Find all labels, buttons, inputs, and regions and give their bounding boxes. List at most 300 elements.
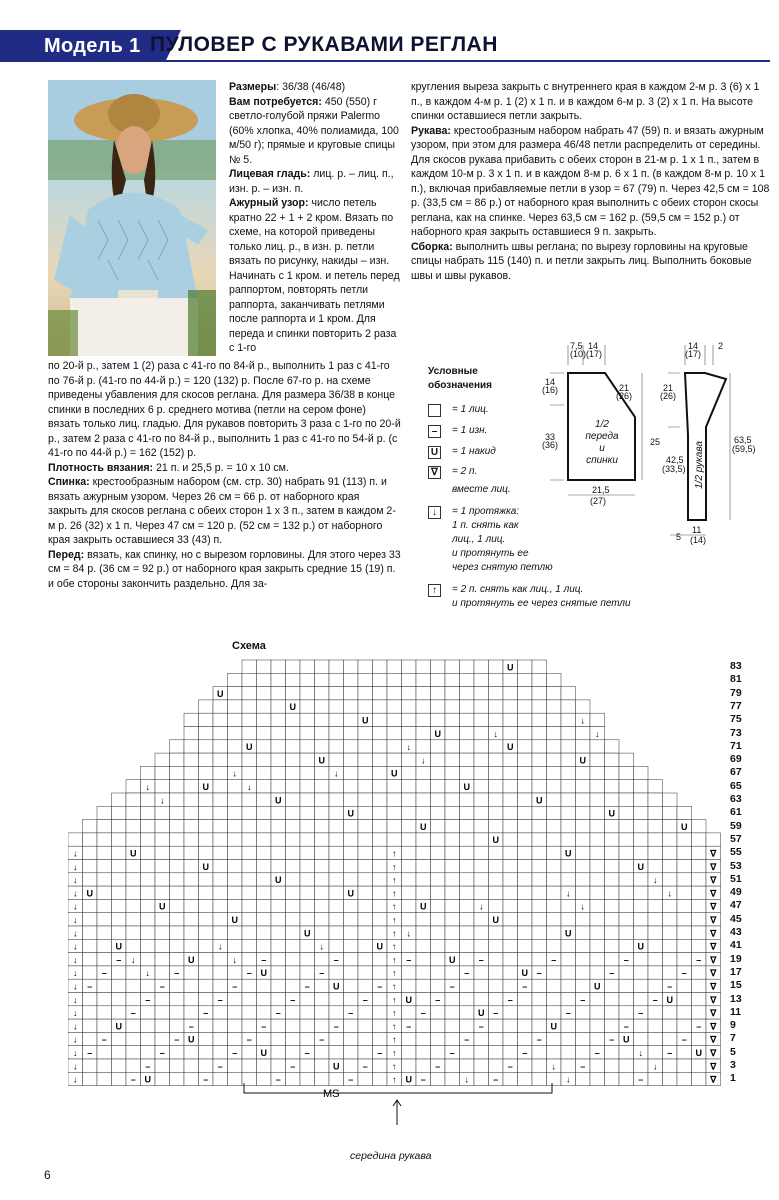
chart-cell [648, 1006, 663, 1019]
chart-cell [126, 939, 141, 952]
chart-cell [184, 926, 199, 939]
chart-symbol: U [202, 861, 209, 872]
chart-cell [257, 687, 272, 700]
chart-cell [373, 833, 388, 846]
chart-cell [590, 993, 605, 1006]
chart-cell [532, 1059, 547, 1072]
chart-cell [213, 873, 228, 886]
chart-cell [112, 913, 127, 926]
chart-symbol: ↓ [493, 728, 498, 739]
chart-cell [518, 820, 533, 833]
assembly-label: Сборка: [411, 240, 453, 253]
chart-cell [329, 966, 344, 979]
chart-cell [286, 873, 301, 886]
chart-symbol: ↓ [73, 1034, 78, 1045]
chart-cell [416, 953, 431, 966]
chart-cell [619, 979, 634, 992]
chart-cell [576, 793, 591, 806]
chart-cell [445, 806, 460, 819]
chart-cell [184, 780, 199, 793]
chart-cell [547, 780, 562, 793]
chart-symbol: – [536, 1034, 542, 1045]
row-number: 81 [730, 673, 742, 686]
chart-cell [257, 766, 272, 779]
chart-cell [344, 873, 359, 886]
chart-cell [141, 1032, 156, 1045]
chart-cell [532, 806, 547, 819]
chart-symbol: U [289, 702, 296, 713]
chart-cell [242, 687, 257, 700]
chart-cell [213, 713, 228, 726]
chart-symbol: – [681, 968, 687, 979]
chart-cell [518, 913, 533, 926]
chart-symbol: ∇ [710, 968, 717, 979]
chart-cell [344, 899, 359, 912]
chart-cell [315, 873, 330, 886]
chart-cell [257, 846, 272, 859]
chart-cell [431, 673, 446, 686]
chart-cell [242, 833, 257, 846]
chart-cell [445, 740, 460, 753]
chart-symbol: – [275, 1074, 281, 1085]
chart-cell [518, 806, 533, 819]
chart-cell [300, 953, 315, 966]
chart-cell [518, 766, 533, 779]
chart-cell [83, 1059, 98, 1072]
chart-cell [474, 713, 489, 726]
chart-cell [358, 660, 373, 673]
chart-cell [402, 793, 417, 806]
chart-cell [300, 846, 315, 859]
chart-cell [590, 913, 605, 926]
chart-cell [561, 1019, 576, 1032]
chart-cell [619, 913, 634, 926]
chart-symbol: – [493, 1008, 499, 1019]
chart-cell [257, 713, 272, 726]
chart-cell [315, 993, 330, 1006]
chart-cell [561, 966, 576, 979]
chart-cell [97, 1059, 112, 1072]
chart-cell [445, 993, 460, 1006]
chart-cell [184, 1006, 199, 1019]
chart-cell [199, 1019, 214, 1032]
chart-cell [257, 939, 272, 952]
chart-cell [648, 1032, 663, 1045]
chart-cell [184, 727, 199, 740]
chart-cell [605, 886, 620, 899]
chart-cell [532, 1072, 547, 1085]
chart-cell [634, 979, 649, 992]
chart-cell [692, 966, 707, 979]
chart-cell [228, 1032, 243, 1045]
chart-symbol: ↓ [464, 1074, 469, 1085]
chart-symbol: ∇ [710, 994, 717, 1005]
page-number: 6 [44, 1168, 51, 1182]
chart-cell [474, 939, 489, 952]
chart-symbol: U [478, 1008, 485, 1019]
chart-symbol: ↓ [566, 888, 571, 899]
chart-cell [286, 740, 301, 753]
dim-side: 33 [545, 432, 556, 442]
chart-cell [402, 753, 417, 766]
chart-cell [83, 820, 98, 833]
row-number: 65 [730, 779, 742, 792]
chart-cell [228, 793, 243, 806]
chart-cell [184, 979, 199, 992]
chart-cell [83, 993, 98, 1006]
chart-symbol: U [347, 888, 354, 899]
chart-cell [532, 1019, 547, 1032]
chart-cell [619, 1059, 634, 1072]
chart-cell [416, 926, 431, 939]
chart-cell [590, 966, 605, 979]
chart-cell [112, 846, 127, 859]
chart-cell [460, 793, 475, 806]
chart-cell [213, 966, 228, 979]
chart-cell [228, 753, 243, 766]
chart-cell [532, 873, 547, 886]
chart-cell [532, 727, 547, 740]
chart-cell [445, 727, 460, 740]
row-number: 45 [730, 912, 742, 925]
chart-cell [576, 886, 591, 899]
chart-cell [242, 793, 257, 806]
dim-sleeve-lower: 42,5 [666, 455, 684, 465]
chart-cell [83, 926, 98, 939]
chart-cell [402, 687, 417, 700]
chart-cell [474, 1032, 489, 1045]
chart-cell [416, 1019, 431, 1032]
chart-cell [373, 966, 388, 979]
chart-cell [503, 860, 518, 873]
chart-cell [286, 820, 301, 833]
chart-cell [83, 1019, 98, 1032]
chart-cell [83, 939, 98, 952]
chart-cell [199, 753, 214, 766]
chart-cell [126, 806, 141, 819]
chart-cell [358, 687, 373, 700]
chart-cell [199, 793, 214, 806]
row-number: 13 [730, 992, 742, 1005]
chart-cell [489, 899, 504, 912]
chart-symbol: – [449, 1048, 455, 1058]
chart-cell [112, 820, 127, 833]
chart-cell [228, 873, 243, 886]
chart-cell [199, 886, 214, 899]
chart-cell [416, 780, 431, 793]
chart-cell [286, 953, 301, 966]
chart-cell [634, 913, 649, 926]
dim-sleeve-total: 63,5 [734, 435, 752, 445]
chart-cell [199, 1046, 214, 1059]
chart-cell [605, 979, 620, 992]
chart-cell [257, 993, 272, 1006]
back-label: Спинка: [48, 476, 90, 488]
chart-cell [97, 926, 112, 939]
chart-symbol: ↓ [73, 888, 78, 899]
chart-symbol: U [188, 954, 195, 965]
chart-cell [83, 833, 98, 846]
chart-cell [126, 1059, 141, 1072]
chart-cell [315, 713, 330, 726]
chart-cell [199, 727, 214, 740]
chart-cell [300, 966, 315, 979]
chart-cell [329, 713, 344, 726]
chart-symbol: U [695, 1048, 702, 1058]
chart-cell [547, 753, 562, 766]
chart-cell [576, 966, 591, 979]
chart-cell [532, 660, 547, 673]
chart-symbol: ↓ [73, 875, 78, 886]
chart-cell [474, 687, 489, 700]
chart-cell [590, 926, 605, 939]
chart-cell [634, 833, 649, 846]
chart-cell [460, 820, 475, 833]
chart-cell [489, 687, 504, 700]
chart-cell [474, 820, 489, 833]
chart-symbol: – [217, 1061, 223, 1072]
chart-cell [431, 899, 446, 912]
chart-cell [489, 1046, 504, 1059]
chart-symbol: ↓ [551, 1061, 556, 1072]
row-number: 75 [730, 713, 742, 726]
chart-symbol: ↓ [73, 1048, 78, 1058]
chart-cell [547, 886, 562, 899]
chart-cell [474, 727, 489, 740]
dim-left-top-sub: (16) [542, 385, 559, 395]
chart-cell [663, 899, 678, 912]
chart-cell [199, 740, 214, 753]
chart-cell [619, 886, 634, 899]
chart-symbol: ∇ [710, 1061, 717, 1072]
chart-cell [590, 1059, 605, 1072]
chart-cell [416, 713, 431, 726]
chart-cell [402, 899, 417, 912]
model-photo [48, 80, 216, 356]
chart-cell [344, 846, 359, 859]
chart-cell [387, 753, 402, 766]
chart-cell [242, 660, 257, 673]
chart-cell [83, 966, 98, 979]
chart-cell [286, 979, 301, 992]
chart-cell [431, 926, 446, 939]
chart-cell [561, 700, 576, 713]
chart-cell [663, 873, 678, 886]
chart-cell [460, 740, 475, 753]
chart-cell [431, 939, 446, 952]
dim-top-mid: 14 [588, 341, 599, 351]
chart-symbol: – [522, 981, 528, 992]
chart-cell [518, 713, 533, 726]
chart-cell [605, 939, 620, 952]
chart-cell [271, 700, 286, 713]
chart-cell [155, 939, 170, 952]
chart-cell [474, 780, 489, 793]
chart-cell [286, 753, 301, 766]
chart-cell [431, 913, 446, 926]
row-number: 11 [730, 1005, 742, 1018]
chart-cell [387, 833, 402, 846]
chart-cell [373, 740, 388, 753]
chart-cell [373, 673, 388, 686]
chart-cell [445, 780, 460, 793]
chart-cell [503, 833, 518, 846]
chart-cell [445, 673, 460, 686]
chart-cell [605, 780, 620, 793]
chart-cell [344, 1046, 359, 1059]
chart-cell [547, 873, 562, 886]
chart-cell [184, 713, 199, 726]
chart-cell [242, 873, 257, 886]
chart-cell [402, 766, 417, 779]
chart-cell [97, 873, 112, 886]
chart-cell [663, 1006, 678, 1019]
chart-cell [97, 913, 112, 926]
chart-cell [228, 993, 243, 1006]
chart-cell [677, 860, 692, 873]
chart-symbol: ↑ [392, 994, 397, 1005]
dim-sleeve-top-mid: 14 [688, 341, 699, 351]
chart-cell [576, 1019, 591, 1032]
chart-cell [286, 1046, 301, 1059]
chart-symbol: – [623, 954, 629, 965]
chart-cell [213, 753, 228, 766]
chart-cell [561, 753, 576, 766]
chart-cell [257, 860, 272, 873]
chart-cell [97, 1046, 112, 1059]
chart-cell [634, 780, 649, 793]
chart-cell [329, 806, 344, 819]
chart-cell [329, 673, 344, 686]
chart-cell [474, 806, 489, 819]
chart-cell [170, 926, 185, 939]
chart-cell [271, 1059, 286, 1072]
chart-cell [402, 966, 417, 979]
chart-symbol: ↓ [73, 928, 78, 939]
chart-cell [460, 700, 475, 713]
chart-cell [605, 1019, 620, 1032]
chart-cell [416, 846, 431, 859]
chart-cell [170, 1019, 185, 1032]
chart-cell [663, 860, 678, 873]
chart-symbol: – [667, 981, 673, 992]
chart-symbol: U [347, 808, 354, 819]
chart-cell [141, 766, 156, 779]
chart-cell [576, 926, 591, 939]
sleeves-value: крестообразным набором набрать 47 (59) п. и вязать ажурным узором, при этом для размера 46/48 петли распределить от середины. Для скосов рукава прибавить с обеих сторон в 21-м р. 1 х 1 п., затем в каждом 10-м р. 3 х 1 п. и в каждом 8-м р. 6 х 1 п. (в каждом 8-м р. 10 х 1 п.), включая прибавляемые петли в узор = 67 (79) п. Через 42,5 см = 108 р. (33,5 см = 86 р.) от наборного края выполнить с обеих сторон скосы реглана, как на спинке. Через 63,5 см = 162 р. (59,5 см = 152 р.) от наборного края закрыть оставшиеся 9 п. закрыть. [411, 124, 770, 238]
chart-cell [648, 860, 663, 873]
chart-cell [344, 780, 359, 793]
chart-cell [257, 793, 272, 806]
chart-cell [474, 926, 489, 939]
chart-cell [97, 1006, 112, 1019]
chart-cell [344, 740, 359, 753]
chart-cell [329, 1072, 344, 1085]
chart-symbol: U [507, 662, 514, 673]
assembly-value: выполнить швы реглана; по вырезу горловины на круговые спицы набрать 115 (140) п. и петли закрыть лиц. Выполнить боковые швы и швы рукавов. [411, 240, 752, 282]
chart-cell [242, 899, 257, 912]
chart-cell [83, 846, 98, 859]
chart-cell [242, 673, 257, 686]
chart-cell [286, 939, 301, 952]
chart-cell [503, 766, 518, 779]
chart-symbol: U [565, 928, 572, 939]
chart-cell [663, 913, 678, 926]
chart-cell [315, 913, 330, 926]
chart-cell [663, 846, 678, 859]
chart-cell [257, 886, 272, 899]
chart-cell [184, 1072, 199, 1085]
chart-cell [300, 793, 315, 806]
chart-cell [257, 833, 272, 846]
chart-cell [170, 820, 185, 833]
chart-cell [126, 1046, 141, 1059]
chart-cell [242, 766, 257, 779]
chart-symbol: – [638, 1008, 644, 1019]
chart-cell [228, 899, 243, 912]
chart-cell [590, 860, 605, 873]
chart-cell [605, 846, 620, 859]
chart-cell [344, 926, 359, 939]
chart-cell [358, 860, 373, 873]
chart-symbol: – [522, 1048, 528, 1058]
chart-cell [576, 913, 591, 926]
chart-cell [416, 860, 431, 873]
chart-cell [213, 820, 228, 833]
chart-cell [242, 926, 257, 939]
chart-cell [590, 873, 605, 886]
chart-cell [300, 1059, 315, 1072]
chart-cell [300, 753, 315, 766]
chart-cell [358, 899, 373, 912]
chart-cell [358, 1072, 373, 1085]
chart-symbol: ↓ [580, 715, 585, 726]
chart-cell [445, 899, 460, 912]
chart-cell [83, 953, 98, 966]
chart-cell [300, 939, 315, 952]
chart-cell [547, 806, 562, 819]
chart-cell [329, 1006, 344, 1019]
chart-cell [416, 700, 431, 713]
front-label: Перед: [48, 548, 85, 561]
chart-cell [184, 833, 199, 846]
chart-cell [503, 926, 518, 939]
chart-cell [663, 1072, 678, 1085]
chart-cell [474, 979, 489, 992]
chart-cell [373, 873, 388, 886]
chart-symbol: ∇ [710, 915, 717, 925]
chart-title: Схема [232, 640, 266, 652]
chart-cell [271, 673, 286, 686]
chart-cell [503, 1046, 518, 1059]
chart-cell [460, 860, 475, 873]
chart-cell [474, 913, 489, 926]
chart-cell [373, 713, 388, 726]
chart-symbol: ∇ [710, 981, 717, 992]
row-number: 71 [730, 739, 742, 752]
chart-cell [126, 993, 141, 1006]
chart-cell [271, 753, 286, 766]
chart-cell [677, 873, 692, 886]
row-number: 17 [730, 965, 742, 978]
chart-cell [460, 1059, 475, 1072]
chart-symbol: U [492, 915, 499, 925]
chart-cell [155, 780, 170, 793]
legend-title-1: Условные [428, 366, 478, 377]
chart-cell [387, 806, 402, 819]
chart-cell [242, 1019, 257, 1032]
chart-symbol: – [304, 1048, 310, 1058]
